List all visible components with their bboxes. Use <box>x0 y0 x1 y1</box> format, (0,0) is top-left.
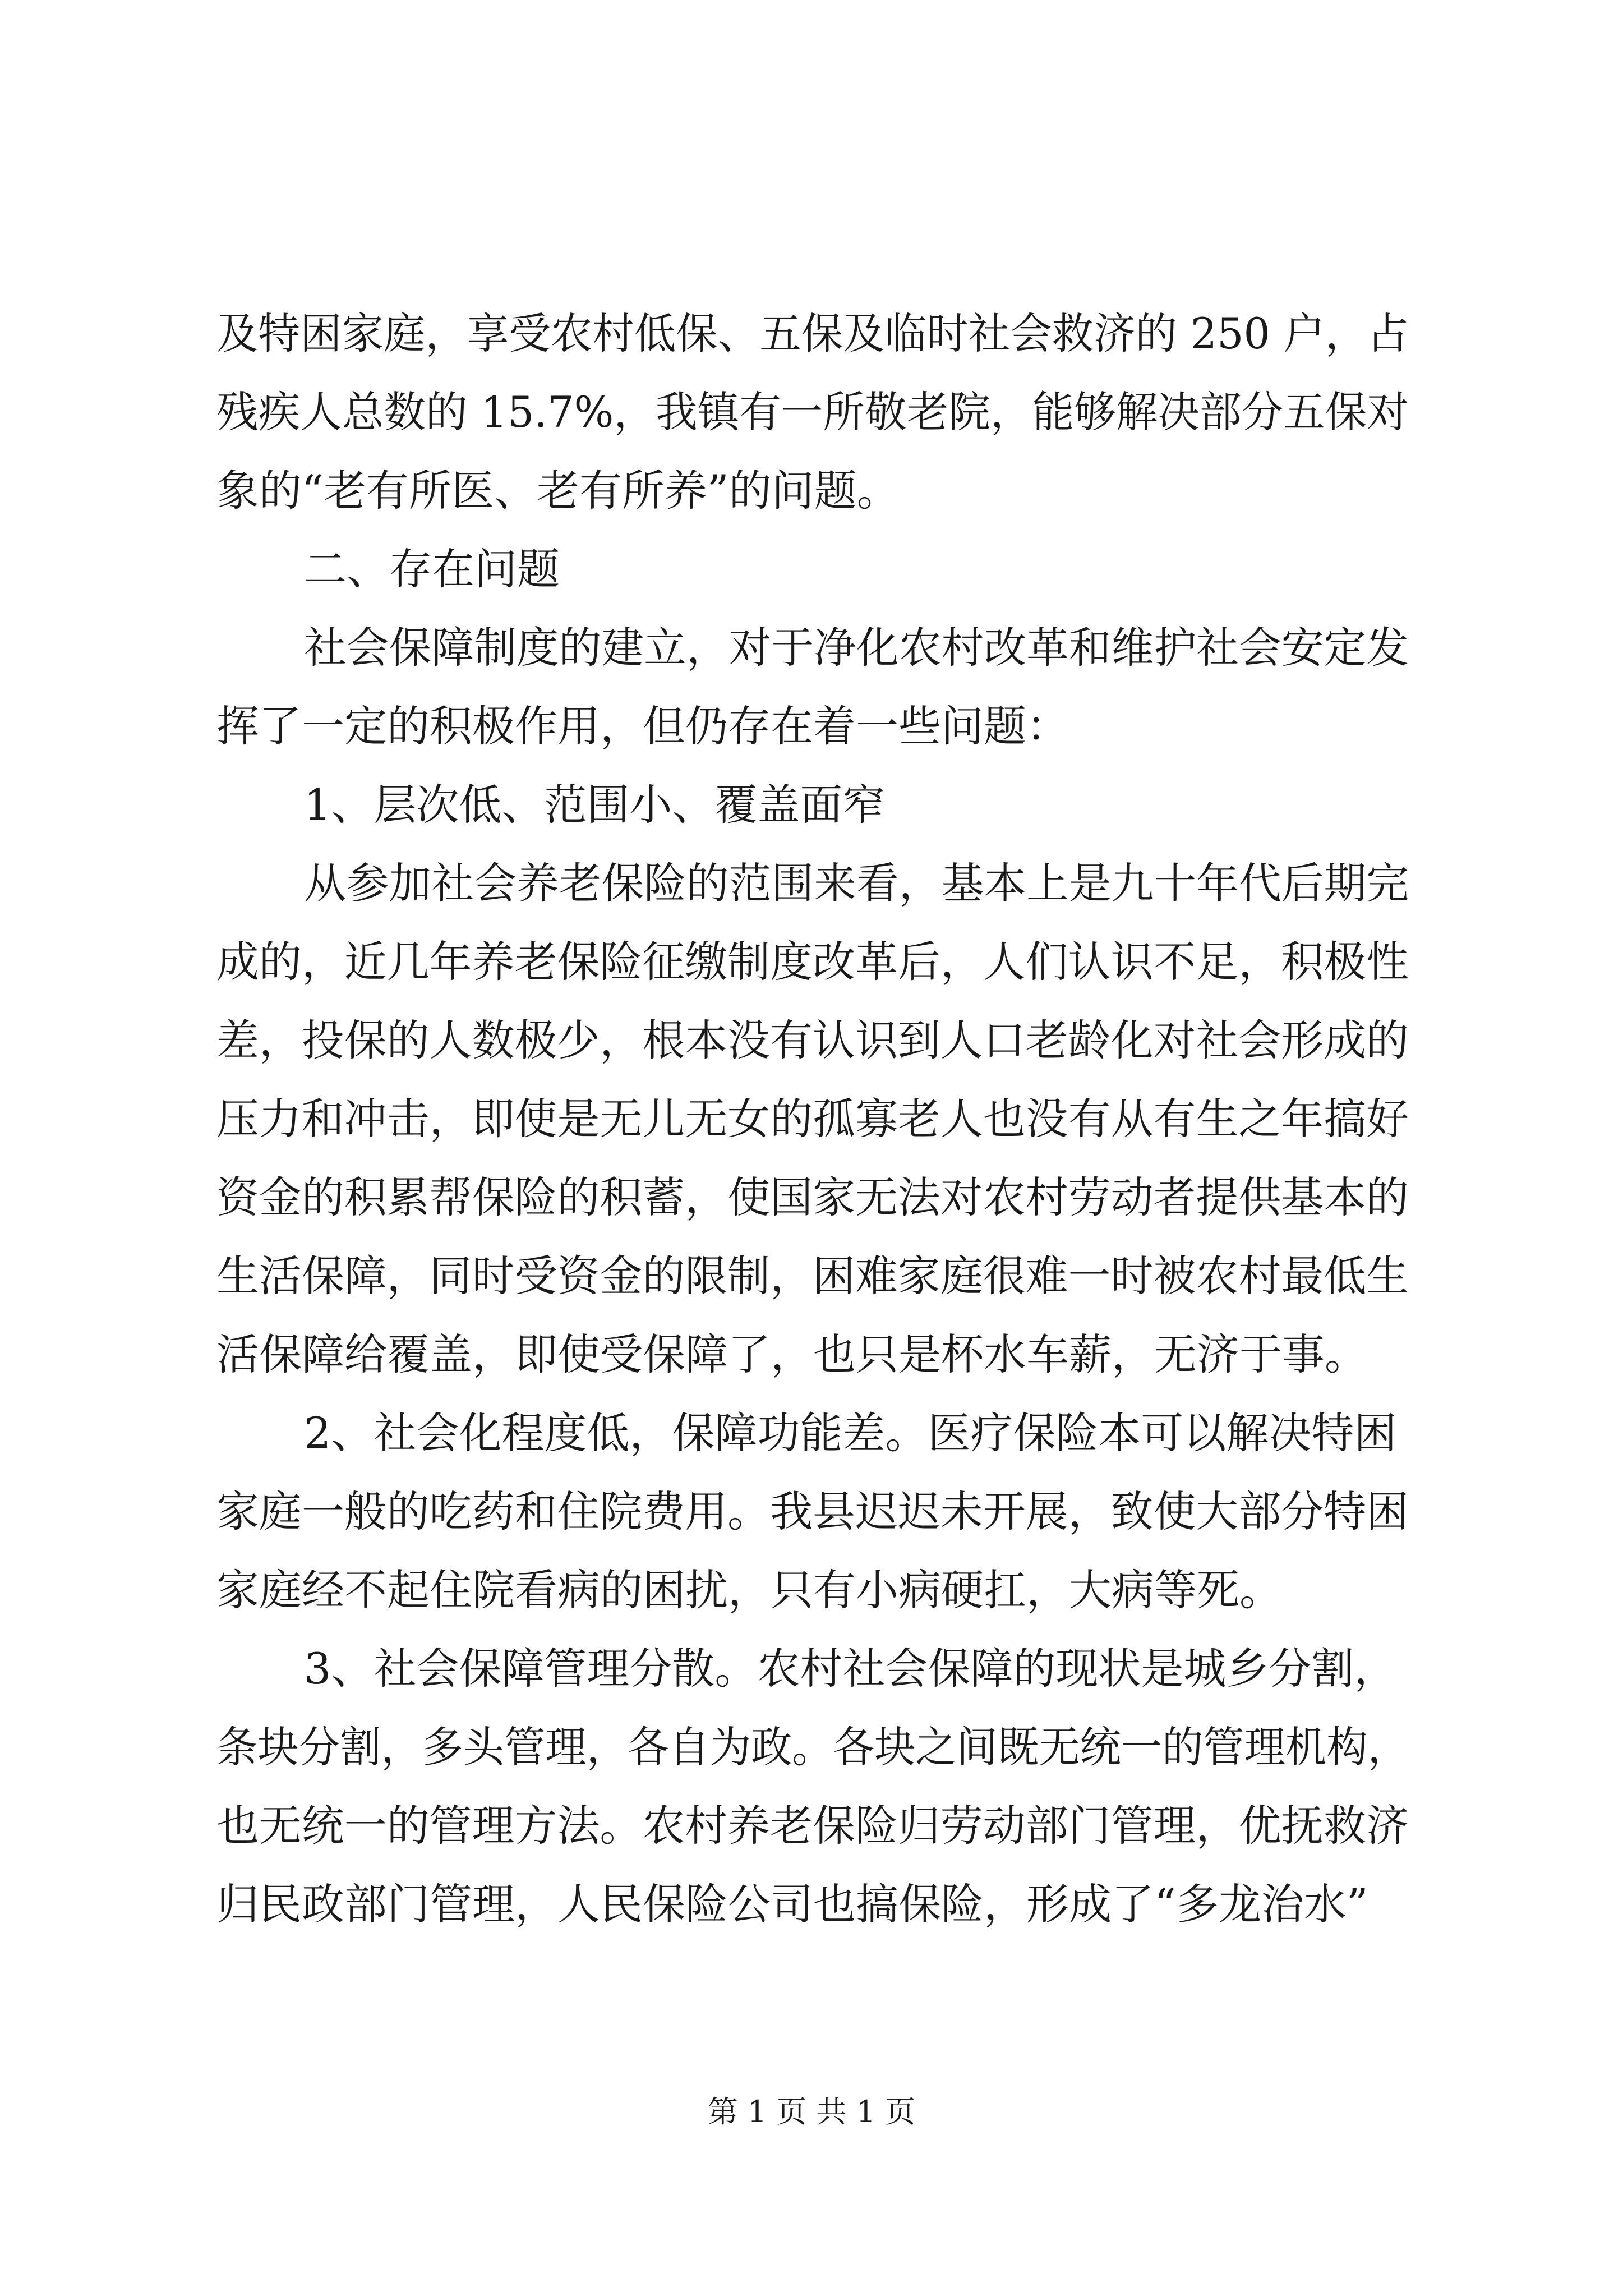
paragraph-line: 象的“老有所医、老有所养”的问题。 <box>216 466 900 516</box>
paragraph-line: 也无统一的管理方法。农村养老保险归劳动部门管理，优抚救济 <box>216 1801 1409 1851</box>
paragraph-line: 家庭经不起住院看病的困扰，只有小病硬扛，大病等死。 <box>216 1565 1282 1615</box>
section-heading: 二、存在问题 <box>304 544 560 594</box>
page-number-footer: 第 1 页 共 1 页 <box>707 2094 916 2129</box>
paragraph-line: 社会保障制度的建立，对于净化农村改革和维护社会安定发 <box>304 623 1409 673</box>
paragraph-line: 成的，近几年养老保险征缴制度改革后，人们认识不足，积极性 <box>216 937 1409 987</box>
paragraph-line: 压力和冲击，即使是无儿无女的孤寡老人也没有从有生之年搞好 <box>216 1094 1409 1144</box>
paragraph-line: 生活保障，同时受资金的限制，困难家庭很难一时被农村最低生 <box>216 1251 1409 1301</box>
paragraph-line: 活保障给覆盖，即使受保障了，也只是杯水车薪，无济于事。 <box>216 1329 1367 1379</box>
paragraph-line: 及特困家庭，享受农村低保、五保及临时社会救济的 250 户，占 <box>216 309 1409 358</box>
paragraph-line: 从参加社会养老保险的范围来看，基本上是九十年代后期完 <box>304 858 1409 908</box>
subsection-heading: 1、层次低、范围小、覆盖面窄 <box>304 780 886 830</box>
paragraph-line: 归民政部门管理，人民保险公司也搞保险，形成了“多龙治水” <box>216 1879 1368 1929</box>
paragraph-line: 残疾人总数的 15.7%，我镇有一所敬老院，能够解决部分五保对 <box>216 387 1409 437</box>
paragraph-line: 条块分割，多头管理，各自为政。各块之间既无统一的管理机构， <box>216 1722 1409 1772</box>
paragraph-line: 差，投保的人数极少，根本没有认识到人口老龄化对社会形成的 <box>216 1015 1409 1065</box>
paragraph-line: 2、社会化程度低，保障功能差。医疗保险本可以解决特困 <box>304 1408 1397 1458</box>
paragraph-line: 3、社会保障管理分散。农村社会保障的现状是城乡分割， <box>304 1644 1397 1694</box>
paragraph-line: 家庭一般的吃药和住院费用。我县迟迟未开展，致使大部分特困 <box>216 1487 1409 1536</box>
paragraph-line: 资金的积累帮保险的积蓄，使国家无法对农村劳动者提供基本的 <box>216 1172 1409 1222</box>
paragraph-line: 挥了一定的积极作用，但仍存在着一些问题： <box>216 701 1069 751</box>
